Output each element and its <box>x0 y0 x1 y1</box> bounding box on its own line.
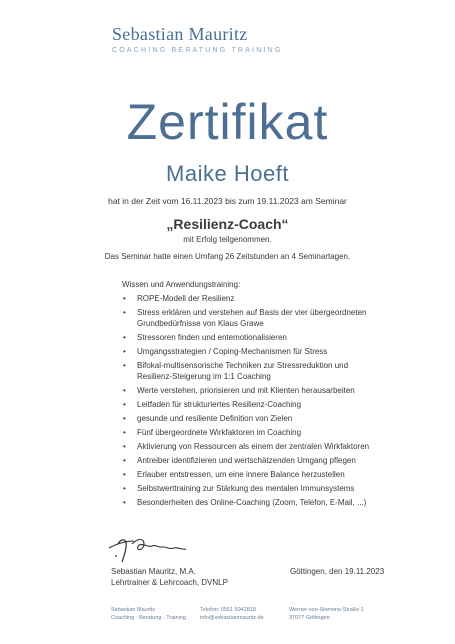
list-item-text: gesunde und resiliente Definition von Zielen <box>137 414 293 423</box>
bullet-icon: • <box>123 400 126 409</box>
list-item-text: Stressoren finden und entemotionalisieren <box>137 333 287 342</box>
footer-email: info@sebastianmauritz.de <box>200 615 264 621</box>
bullet-icon: • <box>123 308 126 317</box>
bullet-icon: • <box>123 333 126 342</box>
list-item-text: Werte verstehen, priorisieren und mit Klienten herausarbeiten <box>137 386 355 395</box>
bullet-icon: • <box>123 456 126 465</box>
footer-company-name: Sebastian Mauritz <box>111 607 156 613</box>
content-list <box>122 293 422 508</box>
signer-name: Sebastian Mauritz, M.A. <box>111 567 196 576</box>
list-item <box>122 441 422 452</box>
list-item-text: Selbstwerttraining zur Stärkung des mentalen Immunsystems <box>137 484 355 493</box>
seminar-scope: Das Seminar hatte einen Umfang 26 Zeitstunden an 4 Seminartagen. <box>104 252 351 261</box>
bullet-icon: • <box>123 386 126 395</box>
signer-block <box>111 566 228 588</box>
seminar-title: „Resilienz-Coach“ <box>166 216 289 232</box>
list-item-text: Fünf übergeordnete Wirkfaktoren im Coaching <box>137 428 302 437</box>
handwritten-signature <box>104 530 194 566</box>
list-item <box>122 307 422 329</box>
list-item-text: Besonderheiten des Online-Coaching (Zoom, Telefon, E-Mail, ...) <box>137 498 367 507</box>
bullet-icon: • <box>123 428 126 437</box>
bullet-icon: • <box>123 484 126 493</box>
brand-tagline: COACHING BERATUNG TRAINING <box>112 47 283 54</box>
bullet-icon: • <box>123 498 126 507</box>
list-item <box>122 385 422 396</box>
bullet-icon: • <box>123 361 126 370</box>
footer-company-tagline: Coaching · Beratung · Training <box>111 615 186 621</box>
brand-logo <box>112 24 283 55</box>
list-item-text: Grundbedürfnisse von Klaus Grawe <box>137 319 264 328</box>
footer-company <box>111 606 186 622</box>
brand-name: Sebastian Mauritz <box>112 24 248 44</box>
signer-role: Lehrtrainer & Lehrcoach, DVNLP <box>111 578 228 587</box>
list-item <box>122 483 422 494</box>
list-item <box>122 497 422 508</box>
seminar-period: hat in der Zeit vom 16.11.2023 bis zum 19.11.2023 am Seminar <box>108 196 347 206</box>
bullet-icon: • <box>123 470 126 479</box>
footer-contact <box>200 606 264 622</box>
list-item-text: ROPE-Modell der Resilienz <box>137 294 235 303</box>
list-item-text: Aktivierung von Ressourcen als einem der zentralen Wirkfaktoren <box>137 442 370 451</box>
list-item <box>122 293 422 304</box>
bullet-icon: • <box>123 442 126 451</box>
footer-address <box>289 606 364 622</box>
content-section <box>122 279 422 511</box>
completion-note: mit Erfolg teilgenommen. <box>183 235 272 244</box>
list-item-text: Resilienz-Steigerung im 1:1 Coaching <box>137 372 271 381</box>
bullet-icon: • <box>123 347 126 356</box>
footer-city: 37077 Göttingen <box>289 615 330 621</box>
bullet-icon: • <box>123 414 126 423</box>
footer-street: Werner-von-Siemens-Straße 1 <box>289 607 364 613</box>
footer-phone: Telefon: 0551 5042818 <box>200 607 256 613</box>
list-item <box>122 427 422 438</box>
list-item <box>122 455 422 466</box>
place-date: Göttingen, den 19.11.2023 <box>290 567 385 576</box>
list-item-text: Bifokal-multisensorische Techniken zur Stressreduktion und <box>137 361 349 370</box>
list-item <box>122 346 422 357</box>
list-item-text: Erlauber entstressen, um eine innere Balance herzustellen <box>137 470 345 479</box>
list-item-text: Antreiber identifizieren und wertschätzenden Umgang pflegen <box>137 456 356 465</box>
list-item <box>122 360 422 382</box>
list-item <box>122 413 422 424</box>
list-item-text: Leitfaden für strukturiertes Resilienz-Coaching <box>137 400 302 409</box>
content-heading: Wissen und Anwendungstraining: <box>122 280 241 289</box>
list-item <box>122 399 422 410</box>
certificate-title: Zertifikat <box>126 94 329 150</box>
list-item-text: Stress erklären und verstehen auf Basis der vier übergeordneten <box>137 308 367 317</box>
bullet-icon: • <box>123 294 126 303</box>
list-item <box>122 332 422 343</box>
list-item-text: Umgangsstrategien / Coping-Mechanismen für Stress <box>137 347 328 356</box>
list-item <box>122 469 422 480</box>
recipient-name: Maike Hoeft <box>166 161 289 186</box>
